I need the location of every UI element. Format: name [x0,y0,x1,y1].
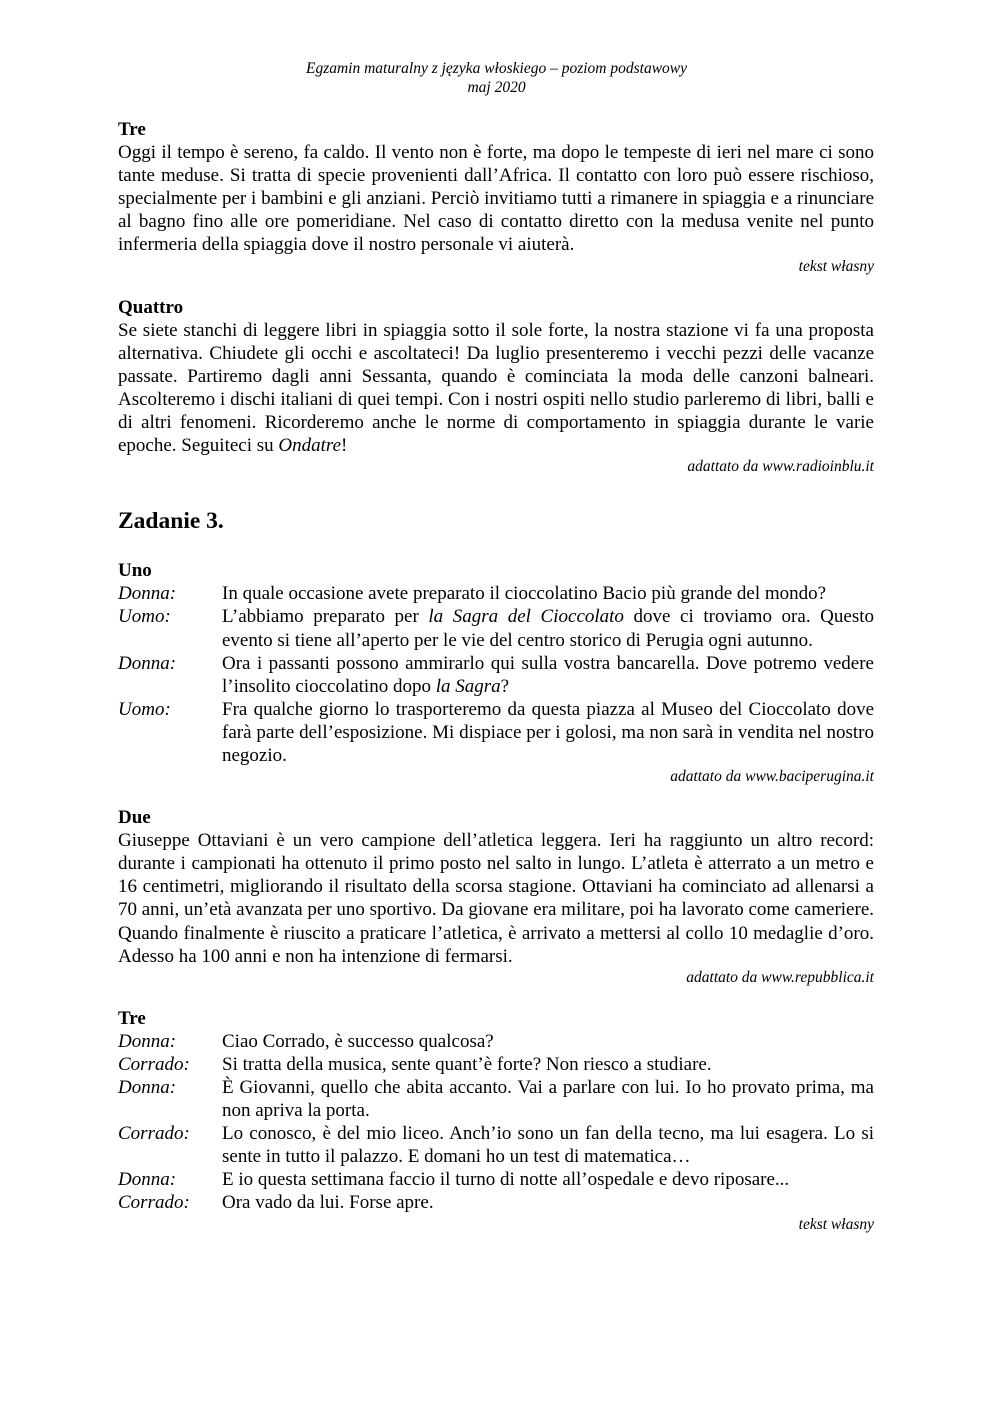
source-note: tekst własny [798,1215,874,1233]
text-part: dove ci troviamo ora. Questo evento si tiene all’aperto per le vie del centro storico di Perugia ogni autunno. [222,606,874,651]
section-title: Tre [118,1007,146,1029]
utterance: E io questa settimana faccio il turno di notte all’ospedale e devo riposare... [222,1169,790,1191]
radio-name: Ondatre [278,435,342,457]
section-title: Quattro [118,296,184,318]
speaker-label: Corrado: [118,1053,190,1075]
source-note: adattato da www.repubblica.it [686,968,874,986]
speaker-label: Corrado: [118,1123,190,1145]
dialogue-line [118,1168,874,1191]
dialogue-line [118,1053,874,1076]
speaker-label: Corrado: [118,1192,190,1214]
page-content [118,118,874,1235]
event-name: la Sagra [435,675,501,697]
dialogue-line [118,1076,874,1122]
utterance [222,605,874,651]
text-part: Ora i passanti possono ammirarlo qui sulla vostra bancarella. Dove potremo vedere l’insolito cioccolatino dopo [222,652,874,697]
dialogue-line [118,1030,874,1053]
text-part: ! [341,435,348,457]
utterance: Lo conosco, è del mio liceo. Anch’io sono un fan della tecno, ma lui esagera. Lo si sente in tutto il palazzo. E domani ho un test di matematica… [222,1123,874,1168]
utterance: Fra qualche giorno lo trasporteremo da questa piazza al Museo del Cioccolato dove farà parte dell’esposizione. Mi dispiace per i golosi, ma non sarà in vendita nel nostro negozio. [222,698,874,766]
utterance: È Giovanni, quello che abita accanto. Vai a parlare con lui. Io ho provato prima, ma non apriva la porta. [222,1077,874,1122]
utterance: Ciao Corrado, è successo qualcosa? [222,1030,494,1052]
section-title: Uno [118,560,152,582]
text-part: Se siete stanchi di leggere libri in spiaggia sotto il sole forte, la nostra stazione vi fa una proposta alternativa. Chiudete gli occhi e ascoltateci! Da luglio presenteremo i vecchi pezzi delle vacanze passate. Partiremo dagli anni Sessanta, quando è cominciata la moda delle canzoni balneari. Ascolteremo i dischi italiani di quei tempi. Con i nostri ospiti nello studio parleremo di libri, balli e di altri fenomeni. Ricorderemo anche le norme di comportamento in spiaggia durante le varie epoche. Seguiteci su [118,319,874,457]
dialogue-line [118,698,874,767]
speaker-label: Donna: [118,652,177,674]
dialogue-line [118,605,874,651]
dialogue-line [118,652,874,698]
page-header [0,59,993,97]
speaker-label: Uomo: [118,698,171,720]
section-tre-1 [118,118,874,277]
section-title: Tre [118,119,146,140]
utterance: In quale occasione avete preparato il cioccolatino Bacio più grande del mondo? [222,583,827,605]
dialogue-line [118,582,874,605]
dialogue-line [118,1122,874,1168]
speaker-label: Donna: [118,1169,177,1191]
section-tre-2 [118,1007,874,1235]
dialogue-line [118,1191,874,1214]
section-title: Due [118,807,151,829]
section-uno [118,559,874,787]
header-date: maj 2020 [467,79,526,96]
section-quattro [118,296,874,478]
speaker-label: Donna: [118,583,177,605]
text-part: ? [500,675,510,697]
source-note: adattato da www.baciperugina.it [670,768,874,786]
task-heading: Zadanie 3. [118,508,224,535]
event-name: la Sagra del Cioccolato [428,606,624,628]
source-note: adattato da www.radioinblu.it [687,458,874,476]
section-text: Giuseppe Ottaviani è un vero campione dell’atletica leggera. Ieri ha raggiunto un altro record: durante i campionati ha ottenuto il primo posto nel salto in lungo. L’atleta è atterrato a un metro e 16 centimetri, migliorando il risultato della scorsa stagione. Ottaviani ha cominciato ad allenarsi a 70 anni, un’età avanzata per uno sportivo. Da giovane era militare, poi ha lavorato come cameriere. Quando finalmente è riuscito a praticare l’atletica, è arrivato a mettersi al collo 10 medaglie d’oro. Adesso ha 100 anni e non ha intenzione di fermarsi. [118,830,874,967]
speaker-label: Donna: [118,1077,177,1098]
utterance [222,652,874,698]
utterance: Ora vado da lui. Forse apre. [222,1192,434,1214]
text-part: L’abbiamo preparato per [222,606,429,628]
header-exam-title: Egzamin maturalny z języka włoskiego – poziom podstawowy [305,60,688,77]
utterance: Si tratta della musica, sente quant’è forte? Non riesco a studiare. [222,1053,712,1075]
source-note: tekst własny [798,257,874,275]
speaker-label: Uomo: [118,606,171,628]
section-text [118,319,874,458]
section-text: Oggi il tempo è sereno, fa caldo. Il vento non è forte, ma dopo le tempeste di ieri nel mare ci sono tante meduse. Si tratta di specie provenienti dall’Africa. Il contatto con loro può essere rischioso, specialmente per i bambini e gli anziani. Perciò invitiamo tutti a rimanere in spiaggia e a rinunciare al bagno fino alle ore pomeridiane. Nel caso di contatto diretto con la medusa venite nel punto infermeria della spiaggia dove il nostro personale vi aiuterà. [118,142,874,256]
section-due [118,806,874,988]
speaker-label: Donna: [118,1030,177,1052]
